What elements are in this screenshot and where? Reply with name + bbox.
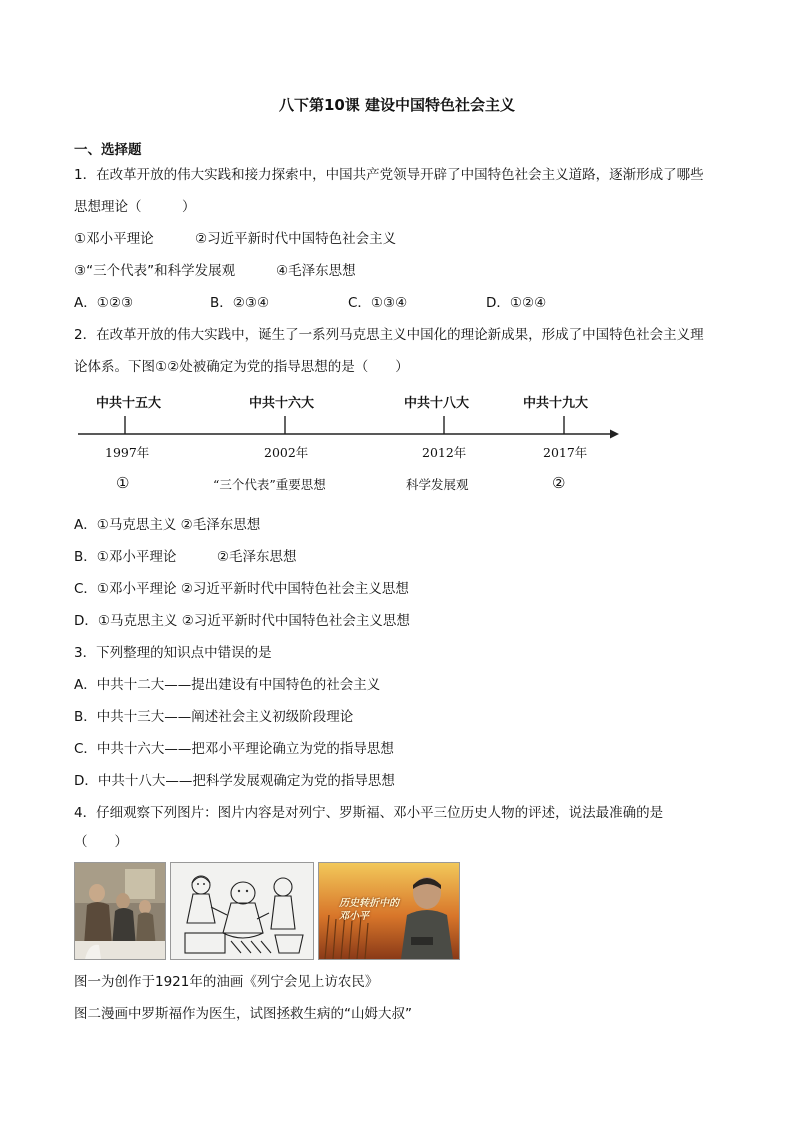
q2-option-a: A．①马克思主义 ②毛泽东思想	[74, 517, 261, 533]
q1-item-3: ③“三个代表”和科学发展观	[74, 263, 236, 279]
timeline-label-three-represents: “三个代表”重要思想	[213, 477, 326, 492]
timeline-congress-18: 中共十八大	[404, 396, 470, 411]
timeline-label-1: ①	[116, 474, 130, 492]
q3-option-b: B．中共十三大——阐述社会主义初级阶段理论	[74, 709, 354, 725]
q3-stem: 3．下列整理的知识点中错误的是	[74, 645, 272, 661]
q1-option-b: B．②③④	[210, 295, 270, 311]
timeline-congress-16: 中共十六大	[249, 396, 315, 411]
q3-option-c: C．中共十六大——把邓小平理论确立为党的指导思想	[74, 741, 394, 757]
q1-option-a: A．①②③	[74, 295, 134, 311]
q4-stem-line1: 4．仔细观察下列图片：图片内容是对列宁、罗斯福、邓小平三位历史人物的评述，说法最准确的是	[74, 805, 664, 821]
q3-option-d: D．中共十八大——把科学发展观确定为党的指导思想	[74, 773, 395, 789]
q2-option-c: C．①邓小平理论 ②习近平新时代中国特色社会主义思想	[74, 581, 409, 597]
timeline-year-1997: 1997年	[105, 445, 150, 460]
timeline-congress-15: 中共十五大	[96, 396, 162, 411]
q1-stem-line2: 思想理论（ ）	[74, 199, 196, 215]
timeline-year-2002: 2002年	[264, 445, 309, 460]
q2-stem-line1: 2．在改革开放的伟大实践中，诞生了一系列马克思主义中国化的理论新成果，形成了中国特色社会主义理	[74, 327, 704, 343]
q4-stem-line2: （ ）	[74, 834, 128, 850]
deng-xiaoping-poster-image	[318, 862, 460, 960]
q4-image2-description: 图二漫画中罗斯福作为医生，试图拯救生病的“山姆大叔”	[74, 1006, 412, 1022]
q2-stem-line2: 论体系。下图①②处被确定为党的指导思想的是（ ）	[74, 359, 409, 375]
section-heading: 一、选择题	[74, 142, 142, 158]
poster-title-text: 历史转折中的 邓小平	[339, 898, 399, 922]
page-title: 八下第10课 建设中国特色社会主义	[278, 96, 516, 114]
timeline-label-2: ②	[552, 474, 566, 492]
q1-option-d: D．①②④	[486, 295, 547, 311]
timeline-year-2017: 2017年	[543, 445, 588, 460]
q1-item-2: ②习近平新时代中国特色社会主义	[195, 231, 397, 247]
q1-item-4: ④毛泽东思想	[276, 263, 356, 279]
timeline-axis	[74, 410, 620, 440]
q2-option-d: D．①马克思主义 ②习近平新时代中国特色社会主义思想	[74, 613, 410, 629]
timeline-year-2012: 2012年	[422, 445, 467, 460]
q1-stem-line1: 1．在改革开放的伟大实践和接力探索中，中国共产党领导开辟了中国特色社会主义道路，逐渐形成了哪些	[74, 167, 704, 183]
lenin-painting-image	[74, 862, 166, 960]
q4-image1-description: 图一为创作于1921年的油画《列宁会见上访农民》	[74, 974, 379, 990]
timeline-congress-19: 中共十九大	[523, 396, 589, 411]
q1-option-c: C．①③④	[348, 295, 408, 311]
q1-item-1: ①邓小平理论	[74, 231, 154, 247]
q3-option-a: A．中共十二大——提出建设有中国特色的社会主义	[74, 677, 381, 693]
roosevelt-cartoon-image	[170, 862, 314, 960]
q2-option-b: B．①邓小平理论 ②毛泽东思想	[74, 549, 297, 565]
timeline-label-scientific-outlook: 科学发展观	[406, 477, 469, 492]
